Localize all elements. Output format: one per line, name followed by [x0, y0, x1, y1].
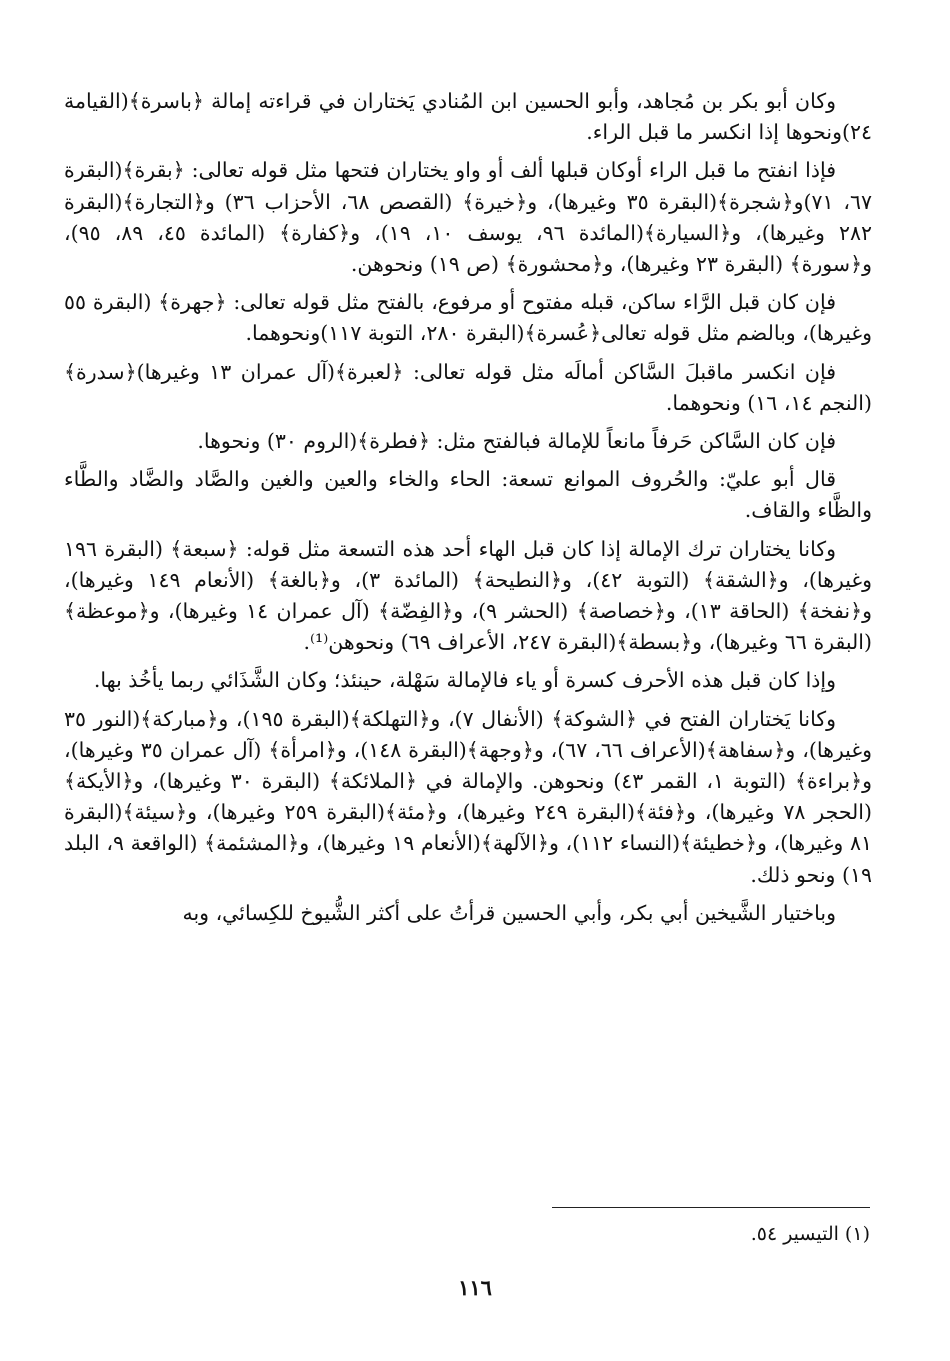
footnote-separator	[552, 1207, 870, 1208]
paragraph-1: وكان أبو بكر بن مُجاهد، وأبو الحسين ابن المُنادي يَختاران في قراءته إمالة ﴿باسرة﴾(القيامة ٢٤)ونحوها إذا انكسر ما قبل الراء.	[64, 89, 872, 145]
footnote: (١) التيسير ٥٤.	[750, 1223, 870, 1245]
page-number: ١١٦	[458, 1275, 492, 1300]
paragraph-7: وكانا يختاران ترك الإمالة إذا كان قبل الهاء أحد هذه التسعة مثل قوله: ﴿سبعة﴾ (البقرة ١٩٦ وغيرها)، و﴿الشقة﴾ (التوبة ٤٢)، و﴿النطيحة﴾ (المائدة ٣)، و﴿بالغة﴾ (الأنعام ١٤٩ وغيرها)، و﴿نفخة﴾ (الحاقة ١٣)، و﴿خصاصة﴾ (الحشر ٩)، و﴿الفِضّة﴾ (آل عمران ١٤ وغيرها)، و﴿موعظة﴾ (البقرة ٦٦ وغيرها)، و﴿بسطة﴾(البقرة ٢٤٧، الأعراف ٦٩) ونحوهن⁽¹⁾.	[64, 536, 873, 655]
paragraph-6: قال أبو عليّ: والحُروف الموانع تسعة: الحاء والخاء والعين والغين والصَّاد والضَّاد والطَّاء والظَّاء والقاف.	[64, 467, 872, 523]
paragraph-9: وكانا يَختاران الفتح في ﴿الشوكة﴾ (الأنفال ٧)، و﴿التهلكة﴾(البقرة ١٩٥)، و﴿مباركة﴾(النور ٣٥ وغيرها)، و﴿سفاهة﴾(الأعراف ٦٦، ٦٧)، و﴿وجهة﴾(البقرة ١٤٨)، و﴿امرأة﴾ (آل عمران ٣٥ وغيرها)، و﴿براءة﴾ (التوبة ١، القمر ٤٣) ونحوهن. والإمالة في ﴿الملائكة﴾ (البقرة ٣٠ وغيرها)، و﴿الأيكة﴾(الحجر ٧٨ وغيرها)، و﴿فئة﴾(البقرة ٢٤٩ وغيرها)، و﴿مئة﴾(البقرة ٢٥٩ وغيرها)، و﴿سيئة﴾(البقرة ٨١ وغيرها)، و﴿خطيئة﴾(النساء ١١٢)، و﴿الآلهة﴾(الأنعام ١٩ وغيرها)، و﴿المشئمة﴾ (الواقعة ٩، البلد ١٩) ونحو ذلك.	[64, 706, 872, 887]
paragraph-3: فإن كان قبل الرَّاء ساكن، قبله مفتوح أو مرفوع، بالفتح مثل قوله تعالى: ﴿جهرة﴾ (البقرة ٥٥ وغيرها)، وبالضم مثل قوله تعالى﴿عُسرة﴾(البقرة ٢٨٠، التوبة ١١٧)ونحوهما.	[64, 290, 872, 346]
paragraph-10: وباختيار الشَّيخين أبي بكر، وأبي الحسين قرأتُ على أكثر الشُّيوخ للكِسائي، وبه	[182, 900, 836, 925]
paragraph-8: وإذا كان قبل هذه الأحرف كسرة أو ياء فالإمالة سَهْلة، حينئذ؛ وكان الشَّذَائي ربما يأخُذ بها.	[93, 668, 836, 693]
paragraph-2: فإذا انفتح ما قبل الراء أوكان قبلها ألف أو واو يختاران فتحها مثل قوله تعالى: ﴿بقرة﴾(البقرة ٦٧، ٧١)و﴿شجرة﴾(البقرة ٣٥ وغيرها)، و﴿خيرة﴾ (القصص ٦٨، الأحزاب ٣٦) و﴿التجارة﴾(البقرة ٢٨٢ وغيرها)، و﴿السيارة﴾(المائدة ٩٦، يوسف ١٠، ١٩)، و﴿كفارة﴾ (المائدة ٤٥، ٨٩، ٩٥)، و﴿سورة﴾ (البقرة ٢٣ وغيرها)، و﴿محشورة﴾ (ص ١٩) ونحوهن.	[64, 158, 873, 277]
page-body	[64, 86, 872, 936]
paragraph-5: فإن كان السَّاكن حَرفاً مانعاً للإمالة فبالفتح مثل: ﴿فطرة﴾(الروم ٣٠) ونحوها.	[197, 429, 836, 454]
paragraph-4: فإن انكسر ماقبلَ السَّاكن أمالَه مثل قوله تعالى: ﴿لعبرة﴾(آل عمران ١٣ وغيرها)﴿سدرة﴾(النجم ١٤، ١٦) ونحوهما.	[64, 359, 872, 415]
